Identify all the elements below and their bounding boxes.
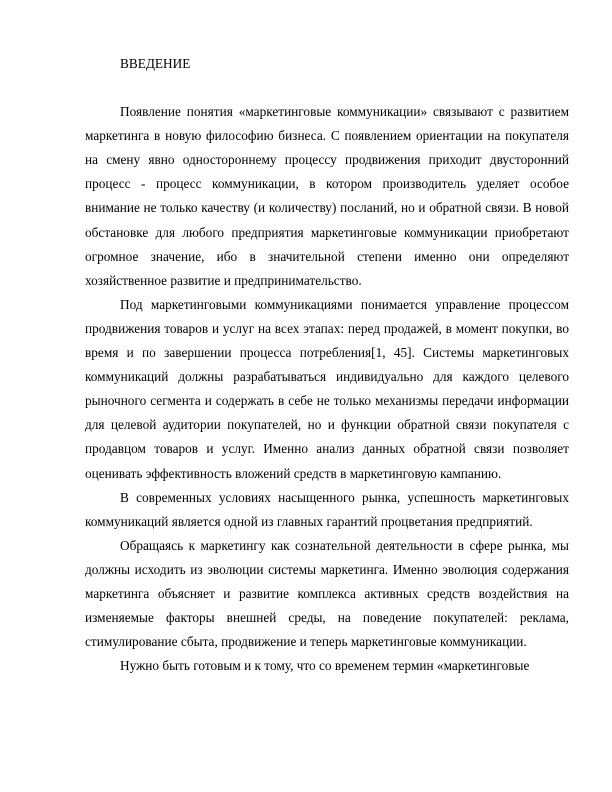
paragraph-4: Обращаясь к маркетингу как сознательной деятельности в сфере рынка, мы должны исходить из эволюции системы маркетинга. Именно эволюция содержания маркетинга объясняет и развитие комплекса активных средств воздействия на изменяемые факторы внешней среды, на поведение покупателей: реклама, стимулирование сбыта, продвижение и теперь маркетинговые коммуникации. <box>85 537 569 650</box>
section-heading: ВВЕДЕНИЕ <box>120 56 191 71</box>
paragraph-2: Под маркетинговыми коммуникациями понимается управление процессом продвижения товаров и услуг на всех этапах: перед продажей, в момент покупки, во время и по завершении процесса потребления[1, 45]. Системы маркетинговых коммуникаций должны разрабатываться индивидуально для каждого целевого рыночного сегмента и содержать в себе не только механизмы передачи информации для целевой аудитории покупателей, но и функции обратной связи покупателя с продавцом товаров и услуг. Именно анализ данных обратной связи позволяет оценивать эффективность вложений средств в маркетинговую кампанию. <box>85 296 569 481</box>
paragraph-5: Нужно быть готовым и к тому, что со временем термин «маркетинговые <box>120 658 530 674</box>
paragraph-3: В современных условиях насыщенного рынка, успешность маркетинговых коммуникаций является одной из главных гарантий процветания предприятий. <box>85 489 569 529</box>
paragraph-1: Появление понятия «маркетинговые коммуникации» связывают с развитием маркетинга в новую философию бизнеса. С появлением ориентации на покупателя на смену явно одностороннему процессу продвижения приходит двусторонний процесс - процесс коммуникации, в котором производитель уделяет особое внимание не только качеству (и количеству) посланий, но и обратной связи. В новой обстановке для любого предприятия маркетинговые коммуникации приобретают огромное значение, ибо в значительной степени именно они определяют хозяйственное развитие и предпринимательство. <box>85 104 569 288</box>
document-body <box>85 52 569 678</box>
